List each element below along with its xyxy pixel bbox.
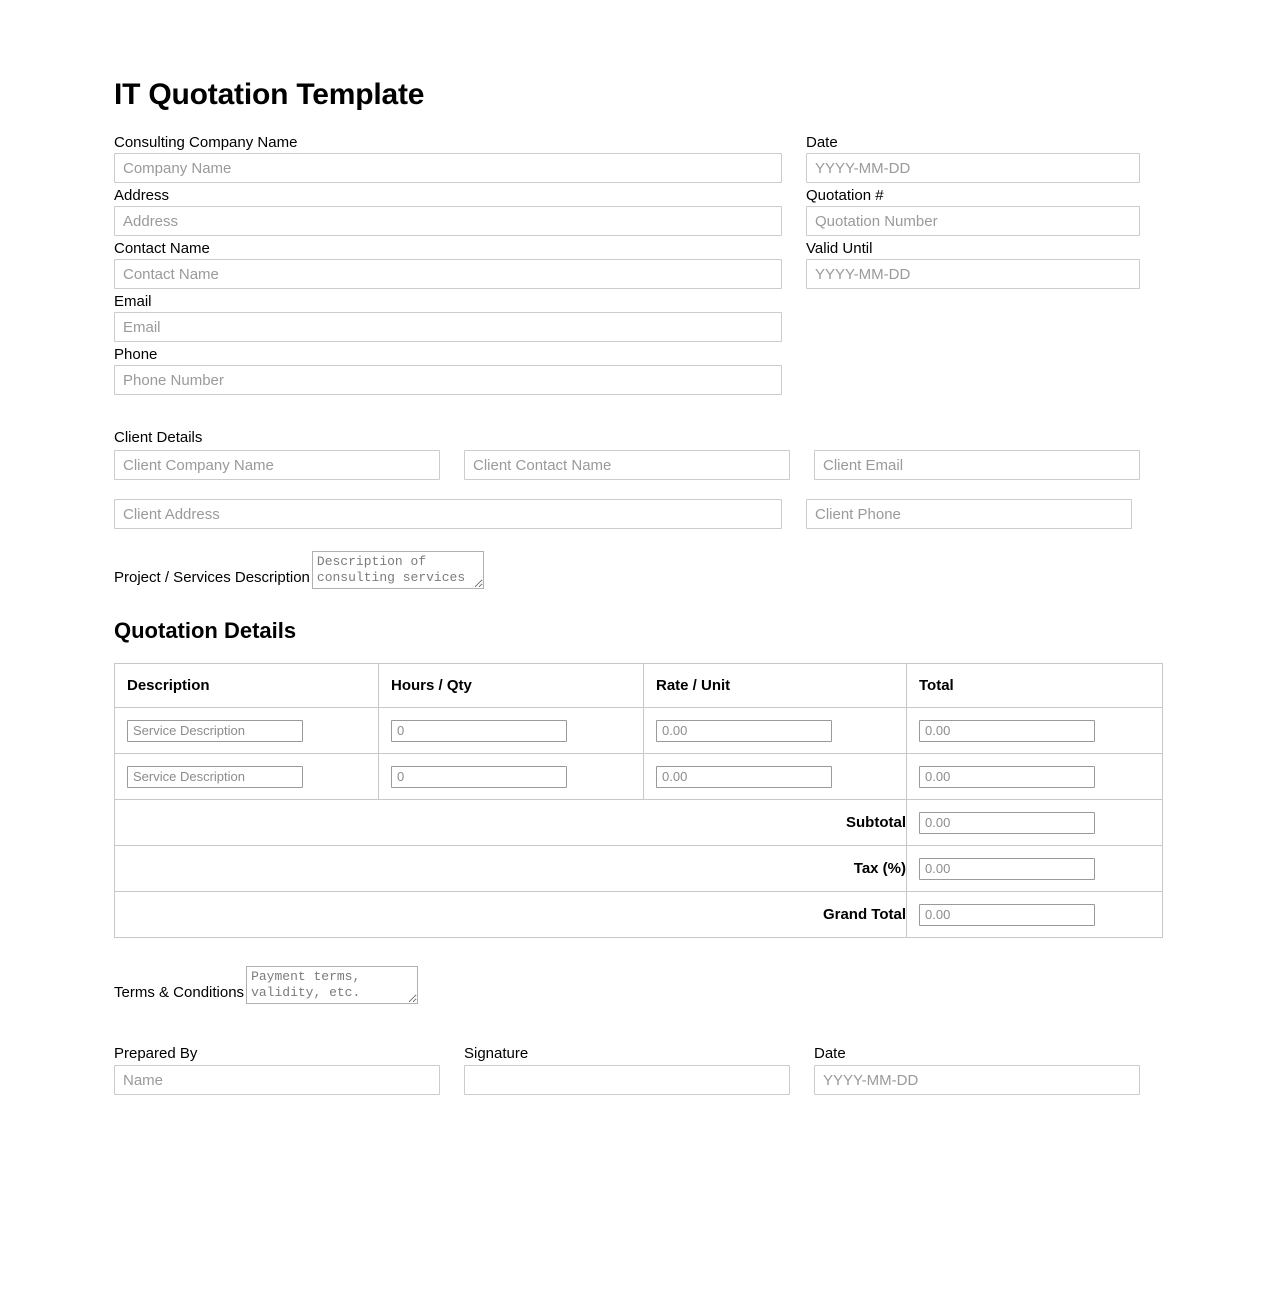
terms-conditions-row bbox=[114, 966, 1164, 1004]
contact-name-input[interactable] bbox=[114, 259, 782, 289]
column-header-hours-qty: Hours / Qty bbox=[379, 664, 644, 708]
column-header-rate-unit: Rate / Unit bbox=[644, 664, 907, 708]
client-company-name-input[interactable] bbox=[114, 450, 440, 480]
grand-total-input[interactable] bbox=[919, 904, 1095, 926]
cell-hours bbox=[379, 754, 644, 800]
consulting-company-name-label: Consulting Company Name bbox=[114, 134, 298, 151]
signature-group bbox=[464, 1044, 790, 1098]
grand-total-label: Grand Total bbox=[115, 892, 907, 938]
client-row-one bbox=[114, 449, 1164, 480]
cell-total bbox=[907, 708, 1163, 754]
signoff-date-label: Date bbox=[814, 1045, 846, 1063]
signature-label: Signature bbox=[464, 1045, 529, 1063]
column-header-total: Total bbox=[907, 664, 1163, 708]
cell-description bbox=[115, 708, 379, 754]
cell-description bbox=[115, 754, 379, 800]
signature-input[interactable] bbox=[464, 1065, 790, 1095]
client-contact-name-input[interactable] bbox=[464, 450, 790, 480]
cell-rate bbox=[644, 754, 907, 800]
column-header-description: Description bbox=[115, 664, 379, 708]
cell-total bbox=[907, 754, 1163, 800]
quotation-number-label: Quotation # bbox=[806, 187, 884, 204]
prepared-by-label: Prepared By bbox=[114, 1045, 198, 1063]
page-title: IT Quotation Template bbox=[114, 78, 425, 111]
client-row-two bbox=[114, 498, 1164, 529]
cell-grand-total bbox=[907, 892, 1163, 938]
service-description-input-1[interactable] bbox=[127, 720, 303, 742]
prepared-by-group bbox=[114, 1044, 440, 1098]
rate-unit-input-1[interactable] bbox=[656, 720, 832, 742]
service-description-input-2[interactable] bbox=[127, 766, 303, 788]
cell-subtotal bbox=[907, 800, 1163, 846]
quotation-number-input[interactable] bbox=[806, 206, 1140, 236]
signoff-date-input[interactable] bbox=[814, 1065, 1140, 1095]
hours-qty-input-2[interactable] bbox=[391, 766, 567, 788]
terms-conditions-textarea[interactable] bbox=[246, 966, 418, 1004]
consulting-company-column bbox=[114, 133, 782, 398]
prepared-by-input[interactable] bbox=[114, 1065, 440, 1095]
quotation-meta-column bbox=[806, 133, 1140, 398]
valid-until-input[interactable] bbox=[806, 259, 1140, 289]
row-total-input-1[interactable] bbox=[919, 720, 1095, 742]
table-row bbox=[115, 754, 1163, 800]
email-label: Email bbox=[114, 293, 152, 310]
address-label: Address bbox=[114, 187, 170, 204]
subtotal-row bbox=[115, 800, 1163, 846]
cell-tax bbox=[907, 846, 1163, 892]
project-description-label: Project / Services Description bbox=[114, 569, 310, 586]
signoff-row bbox=[114, 1044, 1164, 1098]
date-input[interactable] bbox=[806, 153, 1140, 183]
grand-total-row bbox=[115, 892, 1163, 938]
cell-hours bbox=[379, 708, 644, 754]
client-details-section bbox=[114, 428, 1164, 529]
tax-row bbox=[115, 846, 1163, 892]
tax-label: Tax (%) bbox=[115, 846, 907, 892]
rate-unit-input-2[interactable] bbox=[656, 766, 832, 788]
company-name-input[interactable] bbox=[114, 153, 782, 183]
client-phone-input[interactable] bbox=[806, 499, 1132, 529]
quotation-details-table bbox=[114, 663, 1163, 938]
header-fields-grid bbox=[114, 133, 1164, 398]
date-label: Date bbox=[806, 134, 838, 151]
table-header-row bbox=[115, 664, 1163, 708]
project-description-row bbox=[114, 551, 1164, 589]
phone-input[interactable] bbox=[114, 365, 782, 395]
quotation-details-title: Quotation Details bbox=[114, 618, 297, 643]
client-address-input[interactable] bbox=[114, 499, 782, 529]
signoff-date-group bbox=[814, 1044, 1140, 1098]
hours-qty-input-1[interactable] bbox=[391, 720, 567, 742]
valid-until-label: Valid Until bbox=[806, 240, 873, 257]
address-input[interactable] bbox=[114, 206, 782, 236]
cell-rate bbox=[644, 708, 907, 754]
terms-conditions-label: Terms & Conditions bbox=[114, 984, 245, 1002]
contact-name-label: Contact Name bbox=[114, 240, 210, 257]
table-row bbox=[115, 708, 1163, 754]
client-email-input[interactable] bbox=[814, 450, 1140, 480]
client-details-label: Client Details bbox=[114, 429, 203, 446]
subtotal-input[interactable] bbox=[919, 812, 1095, 834]
tax-input[interactable] bbox=[919, 858, 1095, 880]
email-input[interactable] bbox=[114, 312, 782, 342]
project-description-textarea[interactable] bbox=[312, 551, 484, 589]
phone-label: Phone bbox=[114, 346, 158, 363]
row-total-input-2[interactable] bbox=[919, 766, 1095, 788]
subtotal-label: Subtotal bbox=[115, 800, 907, 846]
